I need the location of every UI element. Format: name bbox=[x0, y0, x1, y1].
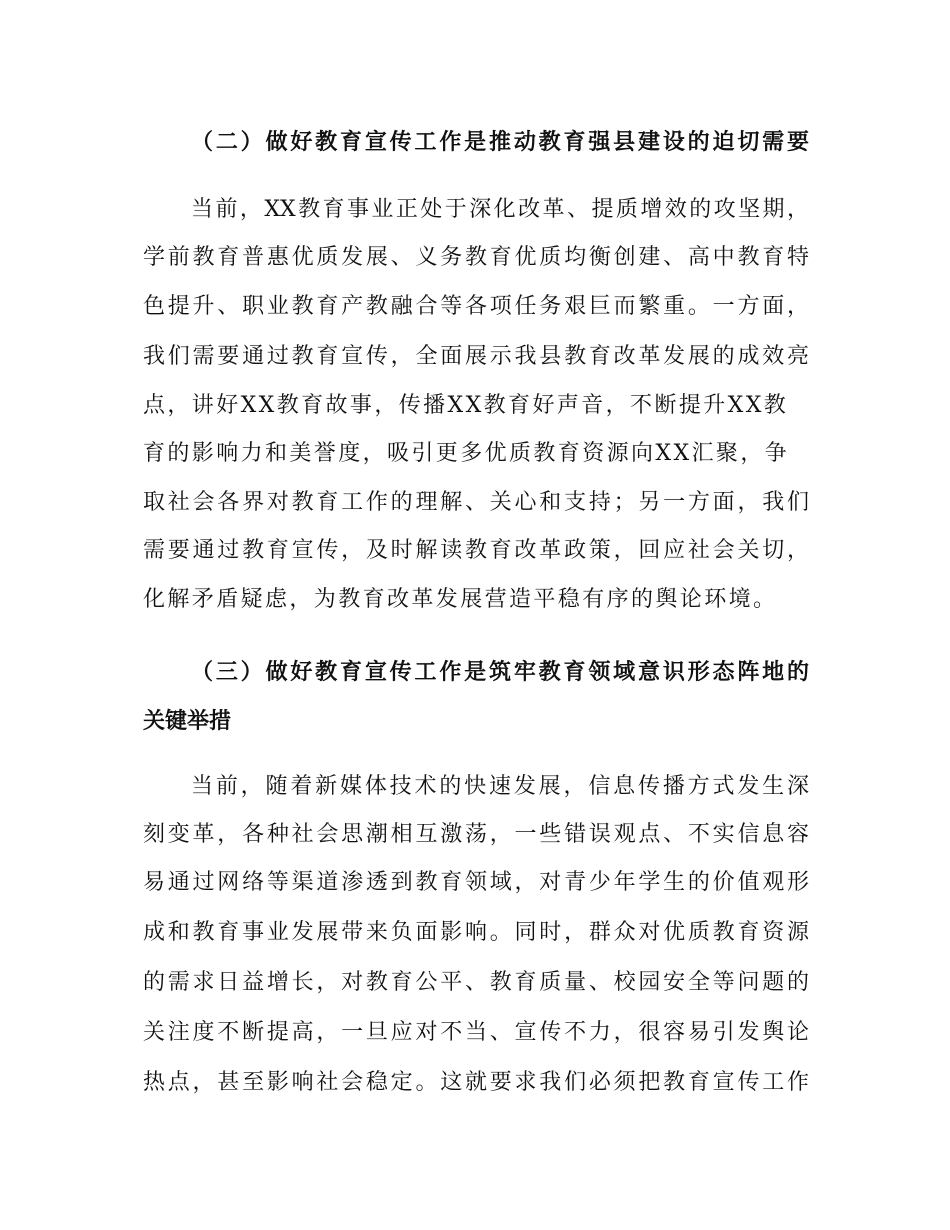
paragraph-line: 热点，甚至影响社会稳定。这就要求我们必须把教育宣传工作 bbox=[143, 1070, 809, 1095]
paragraph-line: 化解矛盾疑虑，为教育改革发展营造平稳有序的舆论环境。 bbox=[143, 587, 778, 612]
paragraph-line: 的需求日益增长，对教育公平、教育质量、校园安全等问题的 bbox=[143, 970, 809, 995]
paragraph-line: 成和教育事业发展带来负面影响。同时，群众对优质教育资源 bbox=[143, 920, 809, 945]
paragraph-line: 学前教育普惠优质发展、义务教育优质均衡创建、高中教育特 bbox=[143, 245, 809, 270]
paragraph-line: 当前，XX教育事业正处于深化改革、提质增效的攻坚期， bbox=[191, 197, 809, 222]
paragraph-line: 当前，随着新媒体技术的快速发展，信息传播方式发生深 bbox=[191, 774, 809, 799]
section-heading-2: （二）做好教育宣传工作是推动教育强县建设的迫切需要 bbox=[191, 130, 809, 155]
paragraph-line: 色提升、职业教育产教融合等各项任务艰巨而繁重。一方面， bbox=[143, 294, 809, 319]
section-heading-3: （三）做好教育宣传工作是筑牢教育领域意识形态阵地的 bbox=[191, 660, 809, 685]
paragraph-line: 关注度不断提高，一旦应对不当、宣传不力，很容易引发舆论 bbox=[143, 1020, 809, 1045]
paragraph-line: 刻变革，各种社会思潮相互激荡，一些错误观点、不实信息容 bbox=[143, 822, 809, 847]
paragraph-line: 易通过网络等渠道渗透到教育领域，对青少年学生的价值观形 bbox=[143, 870, 809, 895]
paragraph-line: 我们需要通过教育宣传，全面展示我县教育改革发展的成效亮 bbox=[143, 344, 809, 369]
paragraph-line: 育的影响力和美誉度，吸引更多优质教育资源向XX汇聚，争 bbox=[143, 441, 790, 466]
paragraph-line: 点，讲好XX教育故事，传播XX教育好声音，不断提升XX教 bbox=[143, 393, 789, 418]
section-heading-3-cont: 关键举措 bbox=[143, 709, 232, 734]
paragraph-line: 取社会各界对教育工作的理解、关心和支持；另一方面，我们 bbox=[143, 490, 809, 515]
paragraph-line: 需要通过教育宣传，及时解读教育改革政策，回应社会关切， bbox=[143, 538, 809, 563]
